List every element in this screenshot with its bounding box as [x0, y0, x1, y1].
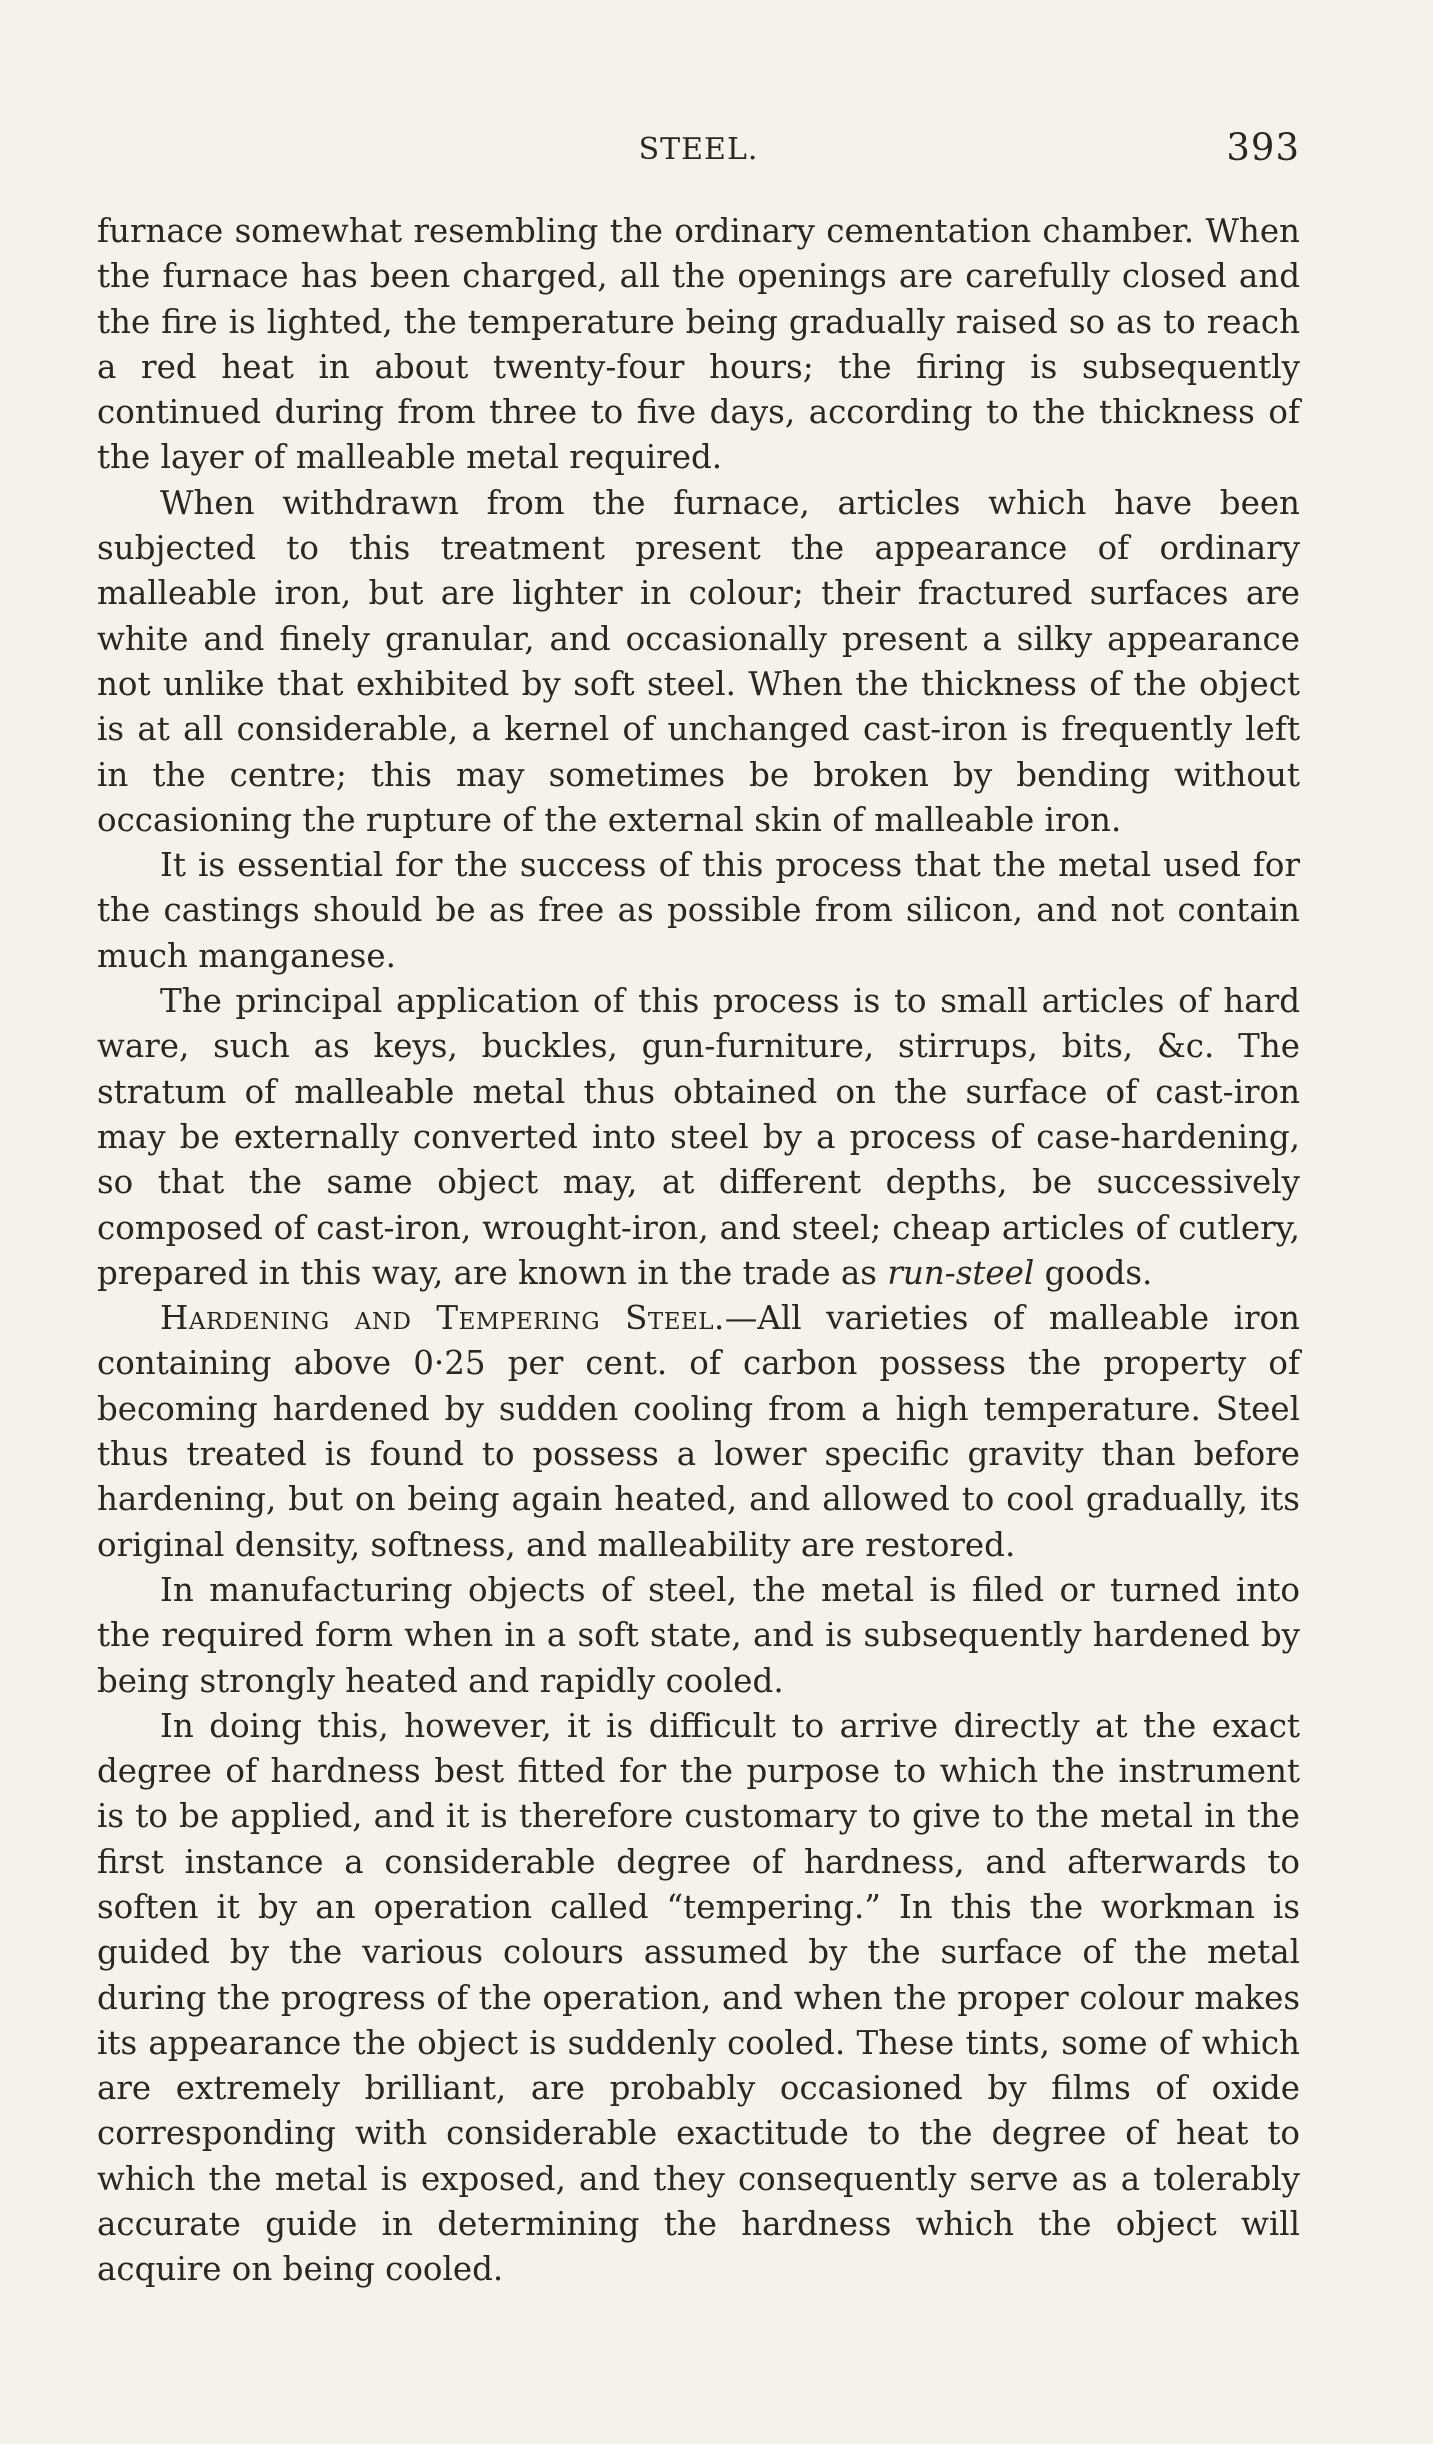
section-heading: Hardening and Tempering Steel.: [160, 1299, 725, 1338]
paragraph-with-heading: [97, 1296, 1300, 1568]
paragraph: In doing this, however, it is difficult to arrive directly at the exact degree of hardness best fitted for the purpose to which the instrument is to be applied, and it is therefore customary to give to the metal in the first instance a considerable degree of hardness, and afterwards to soften it by an operation called “tempering.” In this the workman is guided by the various colours assumed by the surface of the metal during the progress of the operation, and when the proper colour makes its appearance the object is suddenly cooled. These tints, some of which are extremely brilliant, are probably occasioned by films of oxide corresponding with considerable exactitude to the degree of heat to which the metal is exposed, and they consequently serve as a tolerably accurate guide in determining the hardness which the object will acquire on being cooled.: [97, 1706, 1300, 2289]
italic-term: run-steel: [887, 1253, 1035, 1292]
running-title: STEEL.: [638, 132, 759, 167]
paragraph-text: goods.: [1034, 1253, 1153, 1292]
paragraph-text: The principal application of this process is to small articles of hard ware, such as keys, buckles, gun-furniture, stirrups, bits, &c. The stratum of malleable metal thus obtained on the surface of cast-iron may be externally converted into steel by a process of case-hardening, so that the same object may, at different depths, be successively composed of cast-iron, wrought-iron, and steel; cheap articles of cutlery, prepared in this way, are known in the trade as: [97, 982, 1300, 1292]
paragraph: When withdrawn from the furnace, articles which have been subjected to this treatment present the appearance of ordinary malleable iron, but are lighter in colour; their fractured surfaces are white and finely granular, and occasionally present a silky appearance not unlike that exhibited by soft steel. When the thickness of the object is at all considerable, a kernel of unchanged cast-iron is frequently left in the centre; this may sometimes be broken by bending without occasioning the rupture of the external skin of malleable iron.: [97, 483, 1300, 839]
paragraph: [97, 979, 1300, 1296]
paragraph-text: —All varieties of malleable iron containing above 0·25 per cent. of carbon possess the property of becoming hardened by sudden cooling from a high temperature. Steel thus treated is found to possess a lower specific gravity than before hardening, but on being again heated, and allowed to cool gradually, its original density, softness, and malleability are restored.: [97, 1299, 1300, 1564]
page-number: 393: [1226, 126, 1300, 169]
paragraph: In manufacturing objects of steel, the metal is filed or turned into the required form when in a soft state, and is subsequently hardened by being strongly heated and rapidly cooled.: [97, 1570, 1300, 1700]
paragraph: It is essential for the success of this process that the metal used for the castings should be as free as possible from silicon, and not contain much manganese.: [97, 846, 1300, 975]
paragraph-continued: furnace somewhat resembling the ordinary cementation chamber. When the furnace has been charged, all the openings are carefully closed and the fire is lighted, the temperature being gradually raised so as to reach a red heat in about twenty-four hours; the firing is subsequently continued during from three to five days, according to the thickness of the layer of malleable metal required.: [97, 212, 1300, 477]
running-head: [97, 126, 1300, 176]
body-text: [97, 209, 1300, 2293]
